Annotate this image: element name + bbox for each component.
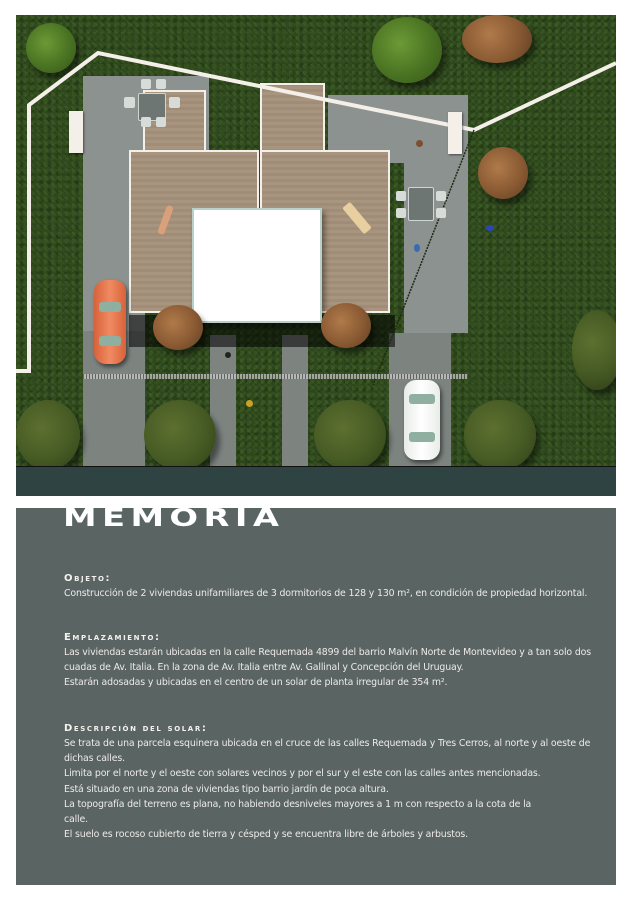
tree-icon (153, 305, 203, 350)
tree-icon (144, 400, 216, 470)
person-icon (414, 244, 420, 252)
paragraph: Se trata de una parcela esquinera ubicada en el cruce de las calles Requemada y Tres Cerros, al norte y al oeste de dichas calles. (64, 738, 591, 765)
car-white-icon (404, 380, 440, 460)
tree-icon (16, 400, 80, 470)
paragraph: La topografía del terreno es plana, no habiendo desniveles mayores a 1 m con respecto a la cota de la calle. (64, 798, 532, 826)
chair-icon (436, 191, 446, 201)
memoria-title: MEMORIA (63, 503, 285, 532)
memoria-panel (16, 503, 616, 885)
section-heading: Objeto: (64, 573, 112, 584)
tree-icon (321, 303, 371, 348)
person-icon (225, 352, 231, 358)
paragraph: Las viviendas estarán ubicadas en la calle Requemada 4899 del barrio Malvín Norte de Montevideo y a tan solo dos cuadas de Av. Italia. En la zona de Av. Italia entre Av. Gallinal y Concepción del Uruguay. (64, 647, 591, 674)
section-heading: Emplazamiento: (64, 632, 161, 643)
chair-icon (156, 117, 166, 127)
paragraph: Estarán adosadas y ubicadas en el centro de un solar de planta irregular de 354 m². (64, 677, 448, 689)
gate-post-right (448, 112, 462, 154)
section-emplazamiento (64, 631, 604, 691)
car-red-icon (94, 280, 126, 364)
tree-icon (314, 400, 386, 470)
site-plan-render (16, 15, 616, 496)
section-descripcion-solar (64, 722, 604, 842)
patio-table-right (408, 187, 434, 221)
person-icon (246, 400, 253, 407)
person-icon (486, 225, 494, 231)
section-heading: Descripción del solar: (64, 723, 208, 734)
paragraph: Construcción de 2 viviendas unifamiliares de 3 dormitorios de 128 y 130 m², en condición de propiedad horizontal. (64, 588, 588, 599)
chair-icon (396, 191, 406, 201)
chair-icon (169, 97, 180, 108)
chair-icon (156, 79, 166, 89)
chair-icon (141, 79, 151, 89)
section-body (64, 736, 604, 842)
street (16, 466, 616, 496)
section-body (64, 645, 604, 691)
paragraph: El suelo es rocoso cubierto de tierra y césped y se encuentra libre de árboles y arbustos. (64, 829, 468, 841)
chair-icon (396, 208, 406, 218)
paragraph: Limita por el norte y el oeste con solares vecinos y por el sur y el este con las calles antes mencionadas. (64, 768, 541, 780)
chair-icon (141, 117, 151, 127)
section-objeto (64, 572, 604, 601)
chair-icon (124, 97, 135, 108)
person-icon (416, 140, 423, 147)
property-line (83, 374, 468, 379)
section-body (64, 586, 604, 601)
gate-post-left (69, 111, 83, 153)
paragraph: Está situado en una zona de viviendas tipo barrio jardín de poca altura. (64, 783, 389, 795)
tree-icon (464, 400, 536, 470)
chair-icon (436, 208, 446, 218)
